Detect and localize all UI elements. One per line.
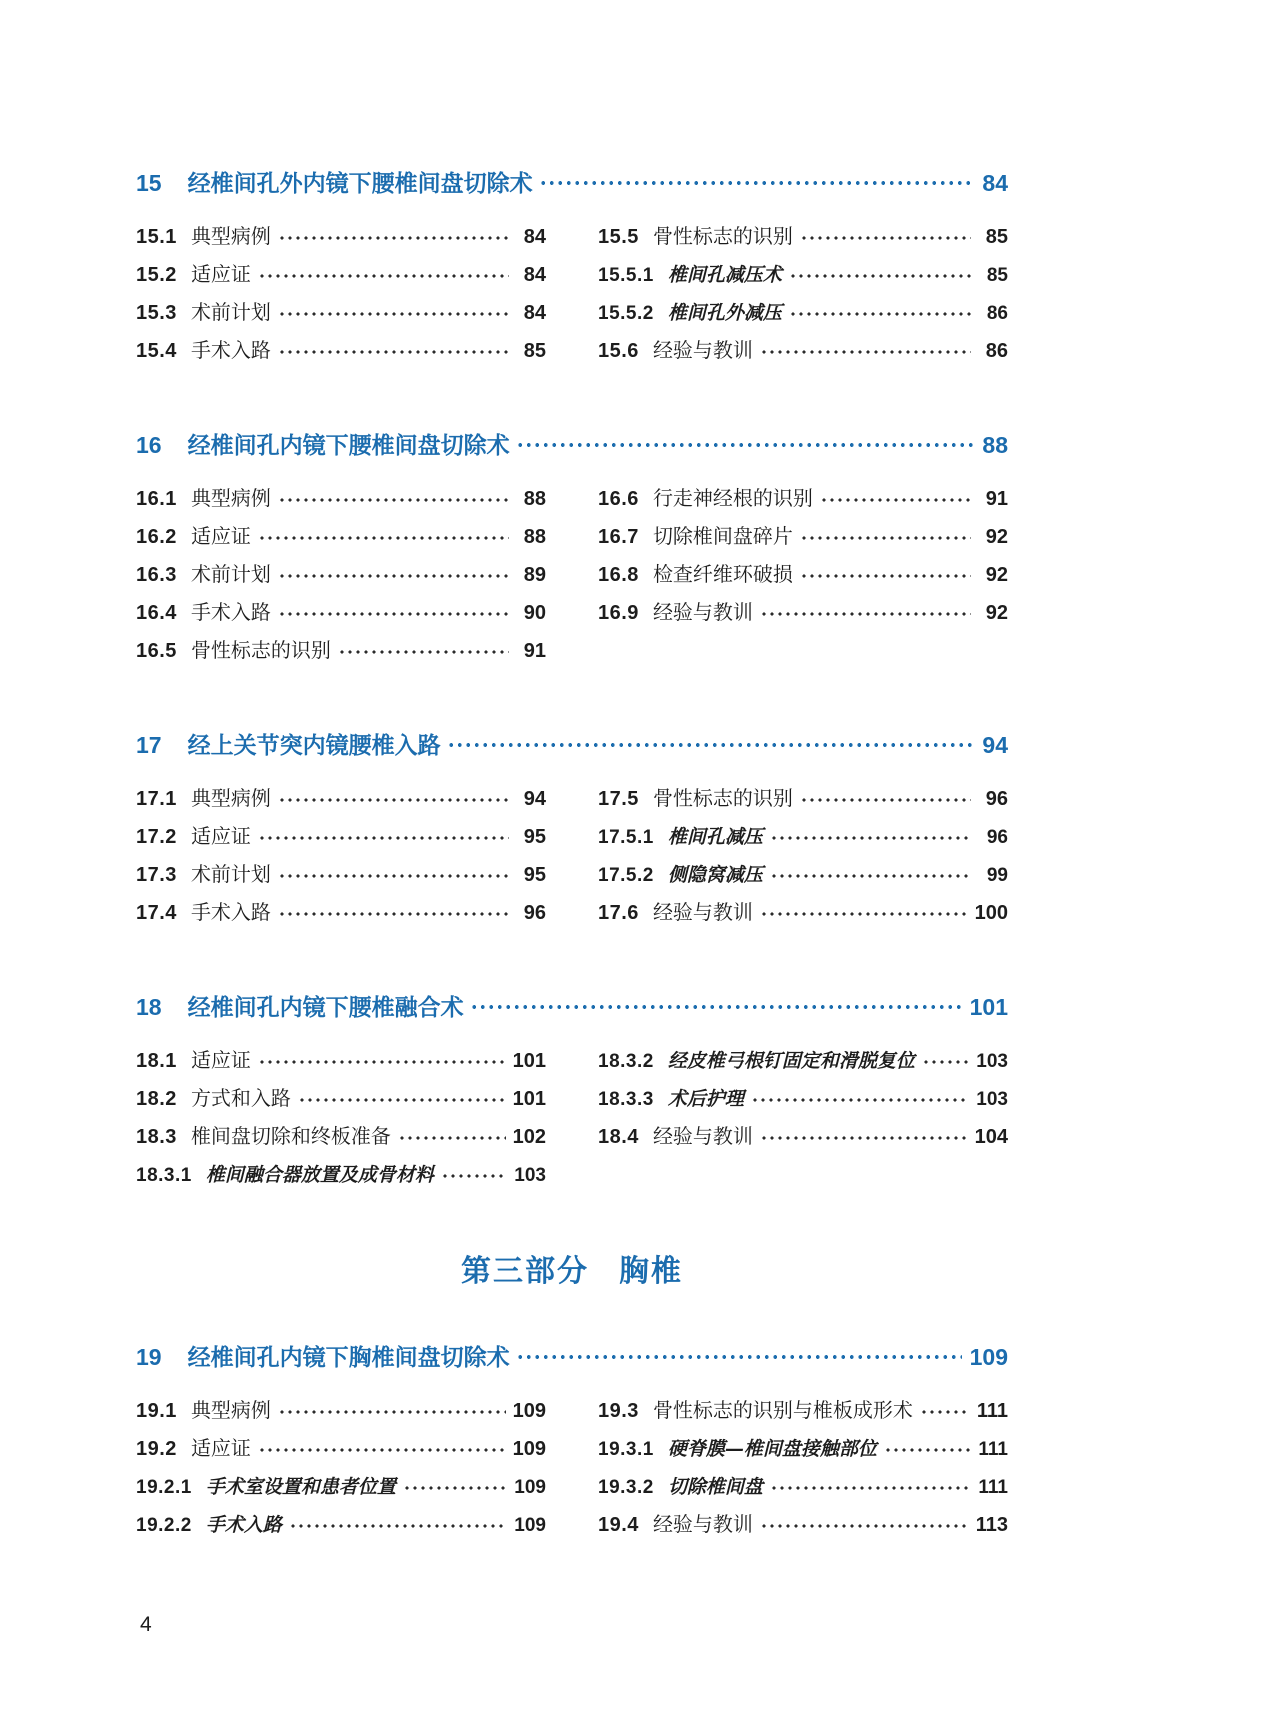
toc-item-number: 19.1 bbox=[136, 1400, 177, 1422]
toc-item bbox=[598, 788, 1008, 811]
chapter-columns bbox=[136, 1400, 1008, 1552]
toc-item-number: 19.3.1 bbox=[598, 1439, 654, 1460]
toc-item-number: 16.2 bbox=[136, 526, 177, 548]
chapter-number: 18 bbox=[136, 994, 162, 1020]
chapter-columns bbox=[136, 226, 1008, 378]
toc-item bbox=[136, 864, 546, 887]
toc-item-title: 手术入路 bbox=[190, 902, 271, 924]
toc-item-page: 99 bbox=[986, 865, 1008, 886]
toc-item bbox=[598, 264, 1008, 287]
folio-page-number: 4 bbox=[140, 1613, 152, 1636]
toc-item-page: 101 bbox=[512, 1088, 546, 1110]
toc-item-page: 109 bbox=[512, 1400, 546, 1422]
toc-item bbox=[136, 1164, 546, 1187]
toc-item-title: 经验与教训 bbox=[652, 1126, 753, 1148]
toc-item-page: 111 bbox=[978, 1439, 1008, 1460]
part-divider-heading bbox=[136, 1254, 1008, 1290]
toc-item-number: 16.6 bbox=[598, 488, 639, 510]
toc-item-title: 手术入路 bbox=[190, 340, 271, 362]
dotted-leader bbox=[278, 912, 509, 916]
dotted-leader bbox=[760, 912, 968, 916]
toc-item bbox=[136, 1050, 546, 1073]
toc-item-page: 103 bbox=[976, 1051, 1008, 1072]
chapter-page-number: 109 bbox=[969, 1344, 1008, 1370]
toc-item-page: 86 bbox=[985, 340, 1008, 362]
chapter-heading-row bbox=[136, 992, 1008, 1022]
toc-item-page: 88 bbox=[523, 526, 546, 548]
toc-item-title: 适应证 bbox=[190, 264, 251, 286]
toc-item-title: 典型病例 bbox=[190, 788, 271, 810]
toc-item-page: 88 bbox=[523, 488, 546, 510]
toc-item bbox=[136, 564, 546, 587]
toc-item-number: 17.3 bbox=[136, 864, 177, 886]
dotted-leader bbox=[258, 274, 509, 278]
toc-item-number: 19.2.2 bbox=[136, 1515, 192, 1536]
toc-item-number: 16.1 bbox=[136, 488, 177, 510]
chapter-block bbox=[136, 1342, 1008, 1552]
toc-item bbox=[136, 488, 546, 511]
toc-item bbox=[136, 302, 546, 325]
toc-item-page: 109 bbox=[514, 1515, 546, 1536]
toc-item bbox=[136, 1476, 546, 1499]
toc-item bbox=[136, 1088, 546, 1111]
toc-column-left bbox=[136, 1050, 546, 1202]
chapter-title: 经椎间孔内镜下腰椎间盘切除术 bbox=[187, 432, 510, 458]
dotted-leader bbox=[258, 836, 509, 840]
dotted-leader bbox=[760, 350, 971, 354]
toc-item-number: 15.2 bbox=[136, 264, 177, 286]
toc-item-number: 15.1 bbox=[136, 226, 177, 248]
toc-item-page: 103 bbox=[514, 1165, 546, 1186]
dotted-leader bbox=[516, 1354, 962, 1360]
toc-item-number: 15.5 bbox=[598, 226, 639, 248]
toc-item-page: 102 bbox=[512, 1126, 546, 1148]
toc-item-title: 术后护理 bbox=[667, 1088, 744, 1110]
toc-item-page: 103 bbox=[976, 1089, 1008, 1110]
dotted-leader bbox=[278, 350, 509, 354]
toc-item-page: 101 bbox=[512, 1050, 546, 1072]
toc-item bbox=[598, 1438, 1008, 1461]
chapter-columns bbox=[136, 488, 1008, 678]
dotted-leader bbox=[298, 1098, 506, 1102]
chapter-heading-row bbox=[136, 430, 1008, 460]
toc-item-number: 15.5.1 bbox=[598, 265, 654, 286]
toc-item bbox=[136, 264, 546, 287]
toc-item-number: 15.5.2 bbox=[598, 303, 654, 324]
toc-item-number: 19.4 bbox=[598, 1514, 639, 1536]
toc-item-title: 经验与教训 bbox=[652, 902, 753, 924]
toc-item-page: 111 bbox=[978, 1477, 1008, 1498]
toc-item-page: 89 bbox=[523, 564, 546, 586]
toc-item-page: 95 bbox=[523, 826, 546, 848]
dotted-leader bbox=[447, 742, 975, 748]
toc-item-title: 椎间融合器放置及成骨材料 bbox=[205, 1164, 434, 1186]
toc-item-page: 91 bbox=[985, 488, 1008, 510]
toc-item-number: 15.6 bbox=[598, 340, 639, 362]
toc-item-title: 侧隐窝减压 bbox=[667, 864, 763, 886]
toc-item-page: 85 bbox=[985, 226, 1008, 248]
toc-item bbox=[136, 1514, 546, 1537]
toc-item bbox=[136, 902, 546, 925]
toc-item bbox=[598, 564, 1008, 587]
toc-item-page: 92 bbox=[985, 564, 1008, 586]
dotted-leader bbox=[789, 274, 971, 278]
dotted-leader bbox=[751, 1098, 969, 1102]
toc-item-title: 切除椎间盘碎片 bbox=[652, 526, 793, 548]
chapter-block bbox=[136, 168, 1008, 378]
dotted-leader bbox=[800, 236, 971, 240]
toc-item-number: 19.2.1 bbox=[136, 1477, 192, 1498]
toc-item-number: 18.3 bbox=[136, 1126, 177, 1148]
toc-item-number: 18.3.3 bbox=[598, 1089, 654, 1110]
toc-item-number: 17.6 bbox=[598, 902, 639, 924]
dotted-leader bbox=[770, 1486, 971, 1490]
dotted-leader bbox=[278, 312, 509, 316]
page-footer bbox=[140, 1613, 152, 1637]
toc-column-right bbox=[598, 1400, 1008, 1552]
toc-item bbox=[136, 602, 546, 625]
toc-item-title: 手术室设置和患者位置 bbox=[205, 1476, 396, 1498]
toc-item bbox=[136, 526, 546, 549]
dotted-leader bbox=[884, 1448, 971, 1452]
toc-column-left bbox=[136, 488, 546, 678]
toc-item-title: 椎间孔外减压 bbox=[667, 302, 782, 324]
toc-item bbox=[598, 864, 1008, 887]
toc-item-title: 方式和入路 bbox=[190, 1088, 291, 1110]
toc-item-page: 113 bbox=[975, 1514, 1008, 1536]
toc-item bbox=[598, 302, 1008, 325]
toc-item bbox=[136, 340, 546, 363]
chapter-heading-row bbox=[136, 168, 1008, 198]
toc-item-title: 经验与教训 bbox=[652, 340, 753, 362]
toc-item-page: 96 bbox=[986, 827, 1008, 848]
toc-item-page: 109 bbox=[514, 1477, 546, 1498]
toc-item-title: 适应证 bbox=[190, 826, 251, 848]
toc-item bbox=[136, 1438, 546, 1461]
toc-item-page: 104 bbox=[974, 1126, 1008, 1148]
chapter-page-number: 88 bbox=[982, 432, 1008, 458]
toc-item bbox=[598, 902, 1008, 925]
toc-item-number: 18.3.2 bbox=[598, 1051, 654, 1072]
chapter-title: 经上关节突内镜腰椎入路 bbox=[187, 732, 441, 758]
chapter-title: 经椎间孔外内镜下腰椎间盘切除术 bbox=[187, 170, 533, 196]
toc-item-number: 16.8 bbox=[598, 564, 639, 586]
dotted-leader bbox=[278, 1410, 506, 1414]
dotted-leader bbox=[278, 498, 509, 502]
toc-item-number: 15.3 bbox=[136, 302, 177, 324]
toc-item-page: 100 bbox=[974, 902, 1008, 924]
toc-item-number: 18.3.1 bbox=[136, 1165, 192, 1186]
toc-item-title: 经验与教训 bbox=[652, 1514, 753, 1536]
toc-item-title: 经验与教训 bbox=[652, 602, 753, 624]
toc-item bbox=[598, 602, 1008, 625]
toc-item-number: 19.3 bbox=[598, 1400, 639, 1422]
dotted-leader bbox=[258, 1448, 506, 1452]
toc-item-page: 91 bbox=[523, 640, 546, 662]
dotted-leader bbox=[470, 1004, 962, 1010]
toc-column-right bbox=[598, 788, 1008, 940]
chapter-number: 16 bbox=[136, 432, 162, 458]
chapter-heading-row bbox=[136, 1342, 1008, 1372]
toc-item bbox=[598, 1514, 1008, 1537]
toc-column-left bbox=[136, 226, 546, 378]
toc-item-number: 15.4 bbox=[136, 340, 177, 362]
dotted-leader bbox=[789, 312, 971, 316]
toc-item bbox=[136, 826, 546, 849]
toc-item-page: 111 bbox=[976, 1400, 1008, 1422]
dotted-leader bbox=[770, 874, 971, 878]
toc-item-title: 适应证 bbox=[190, 1438, 251, 1460]
toc-item-page: 92 bbox=[985, 526, 1008, 548]
chapter-number: 19 bbox=[136, 1344, 162, 1370]
toc-item bbox=[136, 788, 546, 811]
toc-item-page: 86 bbox=[986, 303, 1008, 324]
toc-item-title: 术前计划 bbox=[190, 864, 271, 886]
toc-item bbox=[598, 1126, 1008, 1149]
dotted-leader bbox=[258, 1060, 506, 1064]
dotted-leader bbox=[403, 1486, 507, 1490]
toc-column-right bbox=[598, 1050, 1008, 1202]
toc-item-number: 19.2 bbox=[136, 1438, 177, 1460]
toc-item-title: 典型病例 bbox=[190, 488, 271, 510]
toc-item-title: 骨性标志的识别与椎板成形术 bbox=[652, 1400, 913, 1422]
toc-item-page: 84 bbox=[523, 302, 546, 324]
toc-item-title: 手术入路 bbox=[190, 602, 271, 624]
toc-item-page: 90 bbox=[523, 602, 546, 624]
chapter-title: 经椎间孔内镜下胸椎间盘切除术 bbox=[187, 1344, 510, 1370]
toc-item bbox=[598, 1050, 1008, 1073]
dotted-leader bbox=[278, 798, 509, 802]
dotted-leader bbox=[278, 574, 509, 578]
toc-item-title: 手术入路 bbox=[205, 1514, 282, 1536]
toc-column-right bbox=[598, 488, 1008, 678]
toc-item-title: 适应证 bbox=[190, 1050, 251, 1072]
toc-item-number: 16.4 bbox=[136, 602, 177, 624]
toc-item-title: 椎间孔减压 bbox=[667, 826, 763, 848]
toc-item-page: 84 bbox=[523, 226, 546, 248]
dotted-leader bbox=[760, 1136, 968, 1140]
toc-item bbox=[598, 488, 1008, 511]
dotted-leader bbox=[516, 442, 975, 448]
dotted-leader bbox=[278, 236, 509, 240]
toc-item-title: 适应证 bbox=[190, 526, 251, 548]
chapter-block bbox=[136, 430, 1008, 678]
toc-item-page: 94 bbox=[523, 788, 546, 810]
toc-item-number: 18.4 bbox=[598, 1126, 639, 1148]
toc-item-page: 96 bbox=[985, 788, 1008, 810]
toc-item-title: 典型病例 bbox=[190, 226, 271, 248]
toc-item bbox=[598, 526, 1008, 549]
toc-column-left bbox=[136, 788, 546, 940]
chapter-columns bbox=[136, 1050, 1008, 1202]
toc-item-page: 109 bbox=[512, 1438, 546, 1460]
chapter-block bbox=[136, 730, 1008, 940]
dotted-leader bbox=[760, 1524, 969, 1528]
dotted-leader bbox=[539, 180, 975, 186]
toc-item-number: 17.4 bbox=[136, 902, 177, 924]
toc-item-title: 经皮椎弓根钉固定和滑脱复位 bbox=[667, 1050, 915, 1072]
dotted-leader bbox=[760, 612, 971, 616]
toc-item-number: 17.5.2 bbox=[598, 865, 654, 886]
toc-item bbox=[598, 1088, 1008, 1111]
toc-item-number: 17.5.1 bbox=[598, 827, 654, 848]
toc-item-number: 17.5 bbox=[598, 788, 639, 810]
toc-item-page: 85 bbox=[986, 265, 1008, 286]
toc-item-title: 检查纤维环破损 bbox=[652, 564, 793, 586]
toc-item-number: 19.3.2 bbox=[598, 1477, 654, 1498]
toc-item-title: 硬脊膜—椎间盘接触部位 bbox=[667, 1438, 877, 1460]
toc-item-title: 椎间盘切除和终板准备 bbox=[190, 1126, 391, 1148]
toc-item bbox=[598, 1400, 1008, 1423]
part-divider-title: 胸椎 bbox=[619, 1255, 683, 1288]
toc-item-title: 行走神经根的识别 bbox=[652, 488, 813, 510]
toc-item bbox=[598, 340, 1008, 363]
toc-item bbox=[136, 1400, 546, 1423]
dotted-leader bbox=[770, 836, 971, 840]
toc-item bbox=[598, 226, 1008, 249]
toc-item-number: 16.3 bbox=[136, 564, 177, 586]
dotted-leader bbox=[922, 1060, 969, 1064]
toc-item bbox=[598, 826, 1008, 849]
chapter-heading-row bbox=[136, 730, 1008, 760]
toc-item-title: 骨性标志的识别 bbox=[190, 640, 331, 662]
toc-item-title: 骨性标志的识别 bbox=[652, 788, 793, 810]
toc-item bbox=[136, 226, 546, 249]
toc-item-title: 典型病例 bbox=[190, 1400, 271, 1422]
toc-item-page: 84 bbox=[523, 264, 546, 286]
dotted-leader bbox=[920, 1410, 970, 1414]
chapter-columns bbox=[136, 788, 1008, 940]
part-divider-label: 第三部分 bbox=[461, 1255, 589, 1288]
toc-item-number: 16.7 bbox=[598, 526, 639, 548]
toc-item bbox=[136, 1126, 546, 1149]
toc-item-number: 18.1 bbox=[136, 1050, 177, 1072]
toc-item-number: 17.1 bbox=[136, 788, 177, 810]
chapter-number: 17 bbox=[136, 732, 162, 758]
dotted-leader bbox=[820, 498, 971, 502]
toc-item-number: 16.5 bbox=[136, 640, 177, 662]
chapter-page-number: 84 bbox=[982, 170, 1008, 196]
dotted-leader bbox=[398, 1136, 506, 1140]
chapter-number: 15 bbox=[136, 170, 162, 196]
chapter-page-number: 101 bbox=[969, 994, 1008, 1020]
toc-item-page: 96 bbox=[523, 902, 546, 924]
toc-item-title: 术前计划 bbox=[190, 564, 271, 586]
toc-item bbox=[598, 1476, 1008, 1499]
toc-item-title: 术前计划 bbox=[190, 302, 271, 324]
toc-item-page: 85 bbox=[523, 340, 546, 362]
toc-column-left bbox=[136, 1400, 546, 1552]
toc-item-title: 骨性标志的识别 bbox=[652, 226, 793, 248]
toc-column-right bbox=[598, 226, 1008, 378]
toc-item-number: 16.9 bbox=[598, 602, 639, 624]
dotted-leader bbox=[289, 1524, 507, 1528]
dotted-leader bbox=[800, 536, 971, 540]
dotted-leader bbox=[800, 574, 971, 578]
chapter-title: 经椎间孔内镜下腰椎融合术 bbox=[187, 994, 464, 1020]
dotted-leader bbox=[800, 798, 971, 802]
chapter-page-number: 94 bbox=[982, 732, 1008, 758]
toc-item-title: 椎间孔减压术 bbox=[667, 264, 782, 286]
toc-item-page: 95 bbox=[523, 864, 546, 886]
toc-item-title: 切除椎间盘 bbox=[667, 1476, 763, 1498]
dotted-leader bbox=[278, 612, 509, 616]
toc-item-page: 92 bbox=[985, 602, 1008, 624]
dotted-leader bbox=[441, 1174, 507, 1178]
dotted-leader bbox=[258, 536, 509, 540]
dotted-leader bbox=[278, 874, 509, 878]
toc-item bbox=[136, 640, 546, 663]
toc-item-number: 18.2 bbox=[136, 1088, 177, 1110]
chapter-block bbox=[136, 992, 1008, 1202]
dotted-leader bbox=[338, 650, 509, 654]
toc-item-number: 17.2 bbox=[136, 826, 177, 848]
